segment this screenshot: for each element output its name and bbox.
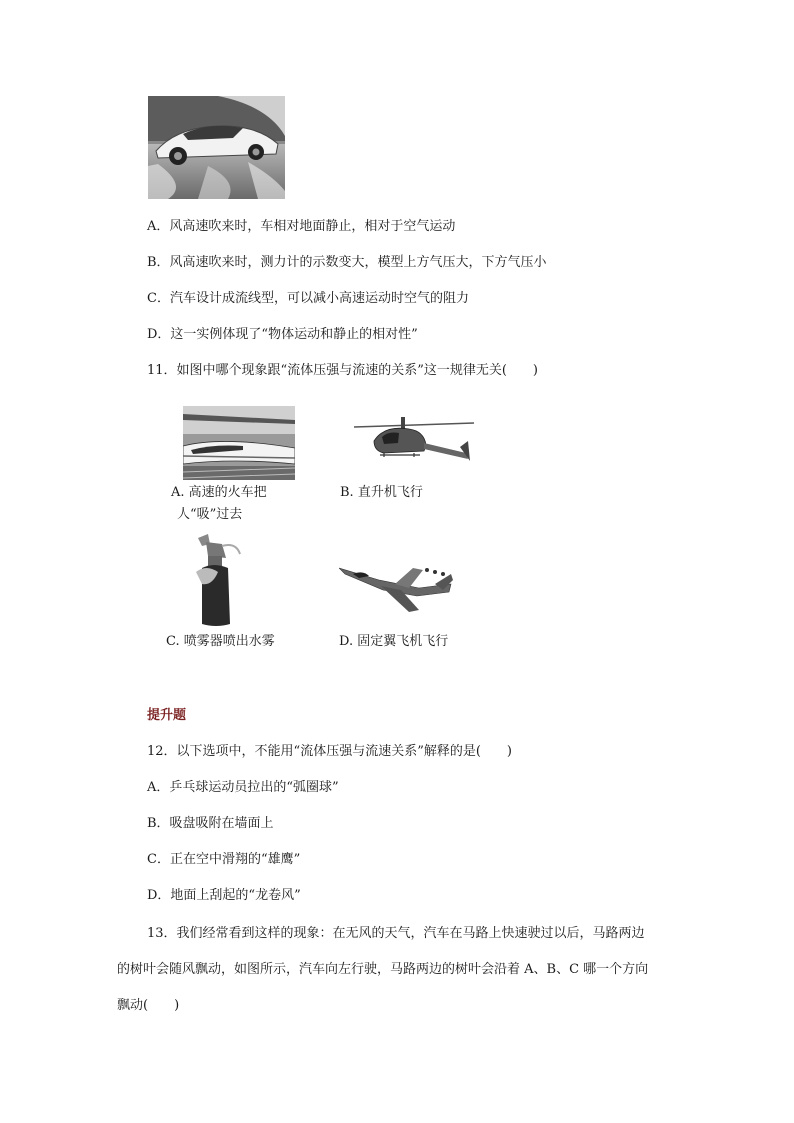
spray-bottle-photo (192, 532, 242, 628)
q10-option-a: A．风高速吹来时，车相对地面静止，相对于空气运动 (147, 219, 456, 234)
q11-caption-b: B. 直升机飞行 (340, 485, 423, 500)
q10-option-d: D．这一实例体现了“物体运动和静止的相对性” (147, 327, 418, 342)
q13-line1: 13．我们经常看到这样的现象：在无风的天气，汽车在马路上快速驶过以后，马路两边 (147, 926, 645, 941)
q12-option-d: D．地面上刮起的“龙卷风” (147, 888, 301, 903)
q11-caption-a-line2: 人“吸”过去 (177, 507, 243, 522)
q11-caption-d: D. 固定翼飞机飞行 (339, 634, 449, 649)
q13-line2: 的树叶会随风飘动，如图所示，汽车向左行驶，马路两边的树叶会沿着 A、B、C 哪一个方向 (117, 962, 649, 977)
q12-stem: 12．以下选项中，不能用“流体压强与流速关系”解释的是( ) (147, 744, 512, 759)
q12-option-a: A．乒乓球运动员拉出的“弧圈球” (147, 780, 339, 795)
q10-option-c: C．汽车设计成流线型，可以减小高速运动时空气的阻力 (147, 291, 469, 306)
q11-caption-c: C. 喷雾器喷出水雾 (166, 634, 275, 649)
q12-option-b: B．吸盘吸附在墙面上 (147, 816, 274, 831)
helicopter-photo (354, 411, 476, 483)
q12-option-c: C．正在空中滑翔的“雄鹰” (147, 852, 301, 867)
q11-caption-a-line1: A. 高速的火车把 (171, 485, 267, 500)
fighter-jet-photo (339, 560, 453, 618)
section-heading: 提升题 (147, 708, 187, 723)
q10-option-b: B．风高速吹来时，测力计的示数变大，模型上方气压大，下方气压小 (147, 255, 547, 270)
q11-stem: 11．如图中哪个现象跟“流体压强与流速的关系”这一规律无关( ) (147, 363, 538, 378)
high-speed-train-photo (183, 406, 295, 480)
car-wind-tunnel-photo (148, 96, 285, 199)
q13-line3: 飘动( ) (117, 998, 180, 1013)
